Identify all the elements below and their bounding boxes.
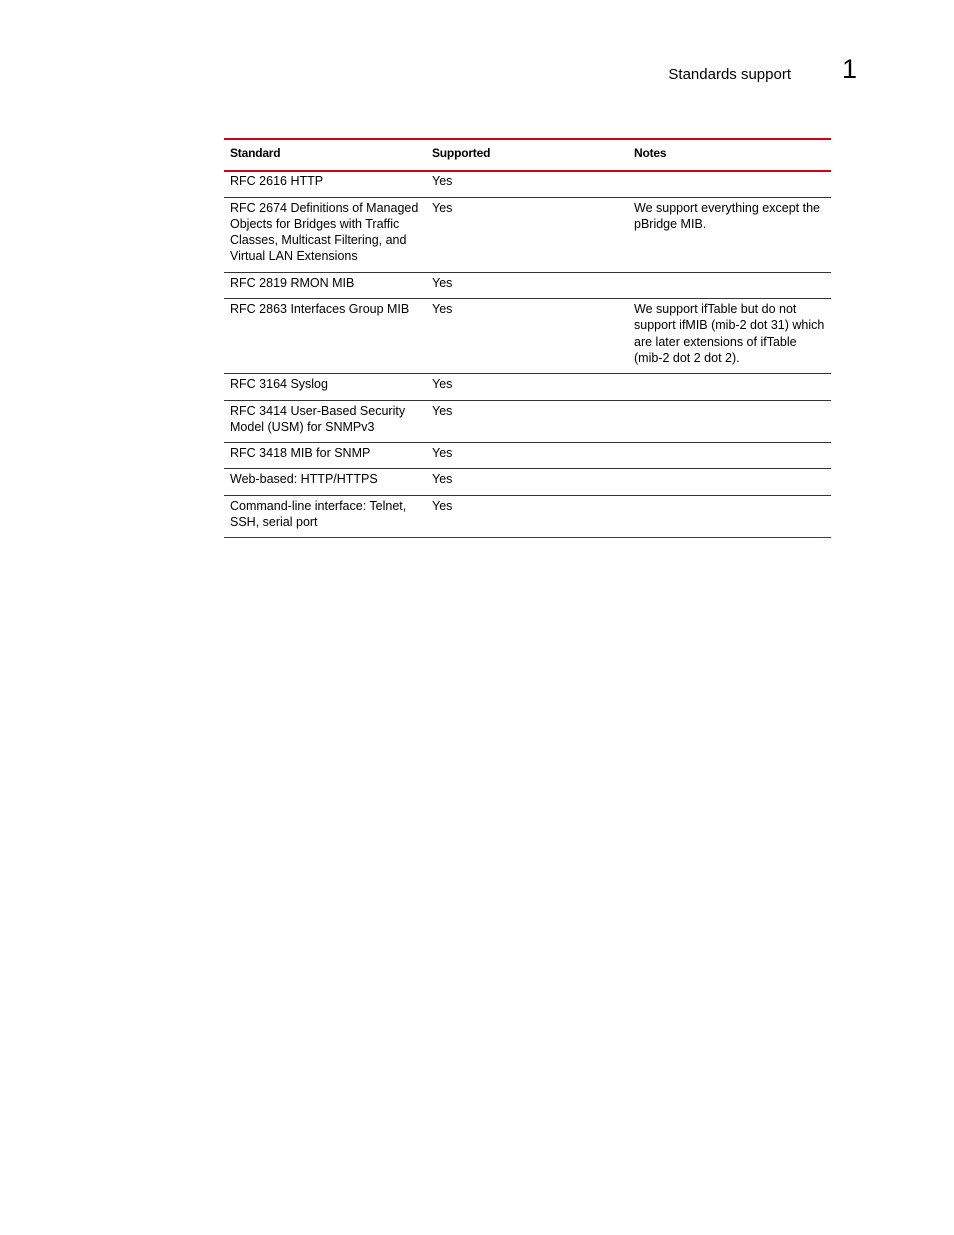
cell-notes bbox=[628, 469, 831, 495]
table-body bbox=[224, 171, 831, 538]
table-row bbox=[224, 197, 831, 272]
cell-standard: RFC 3418 MIB for SNMP bbox=[224, 443, 426, 469]
cell-standard: RFC 2674 Definitions of Managed Objects for Bridges with Traffic Classes, Multicast Filtering, and Virtual LAN Extensions bbox=[224, 197, 426, 272]
cell-notes bbox=[628, 400, 831, 443]
section-title: Standards support bbox=[668, 66, 791, 83]
cell-notes: We support ifTable but do not support ifMIB (mib-2 dot 31) which are later extensions of ifTable (mib-2 dot 2 dot 2). bbox=[628, 299, 831, 374]
standards-table bbox=[224, 138, 831, 538]
column-header-supported: Supported bbox=[426, 139, 628, 171]
table-row bbox=[224, 299, 831, 374]
cell-notes bbox=[628, 272, 831, 298]
table-row bbox=[224, 400, 831, 443]
table-header bbox=[224, 139, 831, 171]
table-header-row bbox=[224, 139, 831, 171]
cell-supported: Yes bbox=[426, 272, 628, 298]
cell-standard: RFC 2863 Interfaces Group MIB bbox=[224, 299, 426, 374]
cell-standard: RFC 2616 HTTP bbox=[224, 171, 426, 197]
table-row bbox=[224, 469, 831, 495]
cell-notes bbox=[628, 171, 831, 197]
running-header bbox=[600, 54, 860, 90]
cell-notes bbox=[628, 443, 831, 469]
cell-standard: RFC 3414 User-Based Security Model (USM) for SNMPv3 bbox=[224, 400, 426, 443]
cell-supported: Yes bbox=[426, 197, 628, 272]
cell-notes bbox=[628, 374, 831, 400]
cell-supported: Yes bbox=[426, 443, 628, 469]
table-row bbox=[224, 443, 831, 469]
table-row bbox=[224, 374, 831, 400]
cell-supported: Yes bbox=[426, 299, 628, 374]
table-row bbox=[224, 171, 831, 197]
cell-supported: Yes bbox=[426, 469, 628, 495]
column-header-standard: Standard bbox=[224, 139, 426, 171]
cell-standard: RFC 3164 Syslog bbox=[224, 374, 426, 400]
cell-supported: Yes bbox=[426, 400, 628, 443]
cell-standard: Web-based: HTTP/HTTPS bbox=[224, 469, 426, 495]
table-row bbox=[224, 272, 831, 298]
chapter-number: 1 bbox=[841, 54, 857, 84]
table-row bbox=[224, 495, 831, 538]
cell-standard: Command-line interface: Telnet, SSH, serial port bbox=[224, 495, 426, 538]
cell-notes bbox=[628, 495, 831, 538]
cell-standard: RFC 2819 RMON MIB bbox=[224, 272, 426, 298]
cell-notes: We support everything except the pBridge MIB. bbox=[628, 197, 831, 272]
cell-supported: Yes bbox=[426, 495, 628, 538]
column-header-notes: Notes bbox=[628, 139, 831, 171]
cell-supported: Yes bbox=[426, 374, 628, 400]
cell-supported: Yes bbox=[426, 171, 628, 197]
